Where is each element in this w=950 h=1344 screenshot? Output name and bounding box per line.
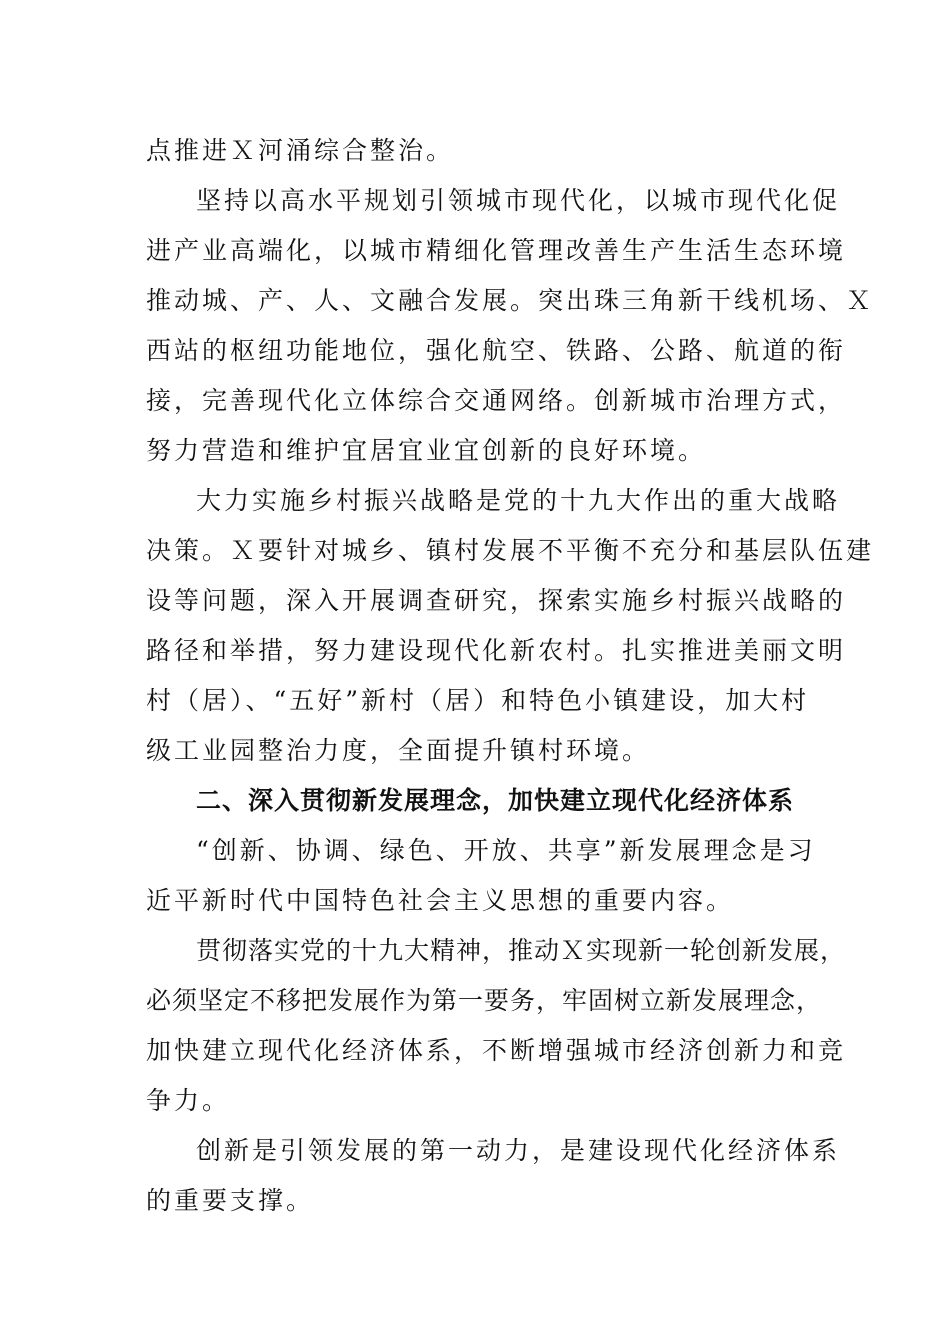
paragraph-first-line: “创新、协调、绿色、开放、共享”新发展理念是习 (196, 836, 816, 865)
text-line: 必须坚定不移把发展作为第一要务，牢固树立新发展理念， (146, 986, 823, 1015)
text-line: 设等问题，深入开展调查研究，探索实施乡村振兴战略的 (146, 586, 847, 615)
paragraph-first-line: 大力实施乡村振兴战略是党的十九大作出的重大战略 (196, 486, 841, 515)
text-line: 推动城、产、人、文融合发展。突出珠三角新干线机场、Ｘ (146, 286, 875, 315)
text-line: 接，完善现代化立体综合交通网络。创新城市治理方式， (146, 386, 847, 415)
text-line: 路径和举措，努力建设现代化新农村。扎实推进美丽文明 (146, 636, 847, 665)
text-line: 努力营造和维护宜居宜业宜创新的良好环境。 (146, 436, 707, 465)
paragraph-first-line: 坚持以高水平规划引领城市现代化，以城市现代化促 (196, 186, 841, 215)
text-line: 争力。 (146, 1086, 231, 1115)
paragraph-first-line: 创新是引领发展的第一动力，是建设现代化经济体系 (196, 1136, 841, 1165)
text-line: 加快建立现代化经济体系，不断增强城市经济创新力和竞 (146, 1036, 847, 1065)
text-line: 级工业园整治力度，全面提升镇村环境。 (146, 736, 651, 765)
paragraph-first-line: 贯彻落实党的十九大精神，推动Ｘ实现新一轮创新发展， (196, 936, 847, 965)
text-line: 的重要支撑。 (146, 1186, 315, 1215)
text-line: 决策。Ｘ要针对城乡、镇村发展不平衡不充分和基层队伍建 (146, 536, 875, 565)
text-line: 点推进Ｘ河涌综合整治。 (146, 136, 455, 165)
text-line: 西站的枢纽功能地位，强化航空、铁路、公路、航道的衔 (146, 336, 847, 365)
text-line: 村（居）、“五好”新村（居）和特色小镇建设，加大村 (146, 686, 810, 715)
text-line: 进产业高端化，以城市精细化管理改善生产生活生态环境 (146, 236, 847, 265)
section-heading: 二、深入贯彻新发展理念，加快建立现代化经济体系 (196, 786, 795, 815)
text-line: 近平新时代中国特色社会主义思想的重要内容。 (146, 886, 735, 915)
